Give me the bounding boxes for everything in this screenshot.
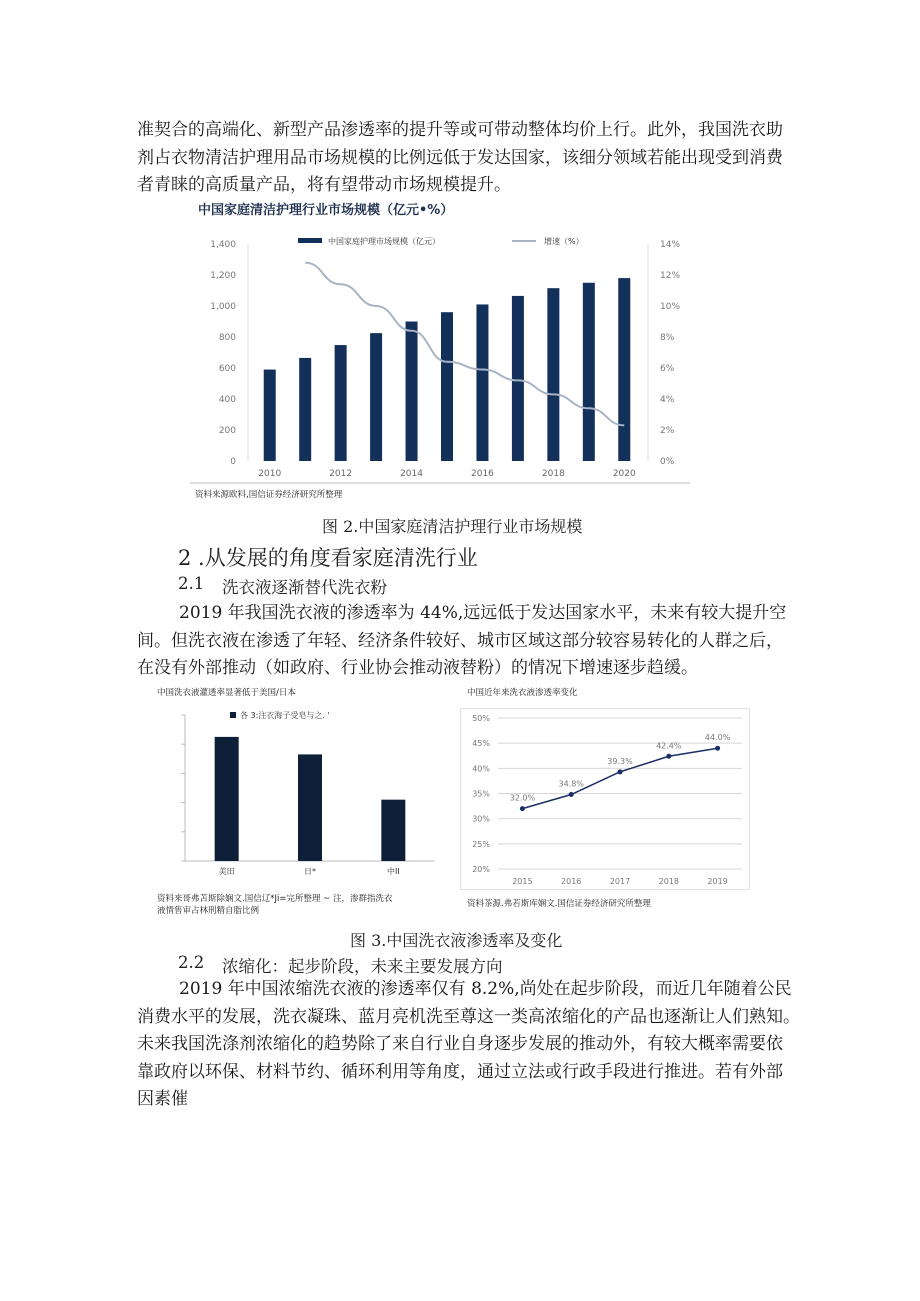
x-tick-label: 美田 — [218, 867, 235, 876]
chart3-source: 资料茶源.弗若斯库娴文.国信证券经济研究所整理 — [467, 899, 651, 909]
x-tick-label: 2016 — [561, 877, 582, 886]
paragraph-penetration — [137, 600, 817, 683]
subsection-title: 洗衣液逐渐替代洗衣粉 — [222, 578, 387, 597]
y-right-tick-label: 2% — [660, 426, 675, 436]
x-tick-label: 2015 — [512, 877, 533, 886]
y-right-tick-label: 6% — [660, 364, 675, 374]
chart2-source-line: 液情售审占林刑精自脂比例 — [157, 906, 260, 916]
bar-market-size — [583, 283, 595, 461]
y-left-tick-label: 600 — [218, 364, 236, 374]
y-left-tick-label: 400 — [218, 395, 236, 405]
bar-market-size — [264, 370, 276, 461]
bar-market-size — [476, 304, 488, 461]
y-left-tick-label: 0 — [230, 457, 236, 467]
paragraph-line: 因素催 — [137, 1089, 188, 1109]
paragraph-line: 未来我国洗涤剂浓缩化的趋势除了来自行业自身逐步发展的推动外，有较大概率需要依 — [137, 1034, 783, 1054]
bar-penetration — [298, 754, 322, 861]
x-tick-label: 中II — [386, 867, 400, 876]
legend-bar-swatch — [298, 238, 322, 243]
growth-rate-line — [305, 263, 624, 426]
data-label: 39.3% — [607, 756, 633, 766]
bar-market-size — [512, 296, 524, 461]
y-right-tick-label: 14% — [660, 240, 681, 250]
y-tick-label: 35% — [472, 789, 490, 799]
data-point — [618, 769, 623, 774]
x-tick-label: 2018 — [658, 877, 679, 886]
intro-line: 者青睐的高质量产品，将有望带动市场规模提升。 — [137, 175, 511, 195]
bar-penetration — [381, 800, 405, 861]
intro-paragraph — [137, 117, 797, 200]
y-left-tick-label: 1,200 — [210, 271, 236, 281]
paragraph-concentration — [137, 976, 817, 1114]
bar-market-size — [441, 312, 453, 461]
paragraph-line: 在没有外部推动（如政府、行业协会推动液替粉）的情况下增速逐步趋缓。 — [137, 658, 698, 678]
subsection-number: 2.2 — [178, 953, 205, 972]
x-tick-label: 2019 — [707, 877, 728, 886]
bar-penetration — [215, 737, 239, 861]
y-tick-label: 50% — [472, 714, 490, 723]
bar-market-size — [370, 333, 382, 461]
chart2-legend-swatch — [230, 712, 236, 718]
x-tick-label: 2016 — [471, 469, 494, 479]
subsection-title: 浓缩化：起步阶段，未来主要发展方向 — [222, 957, 503, 976]
data-label: 34.8% — [558, 779, 584, 789]
data-label: 32.0% — [509, 793, 536, 803]
data-label: 44.0% — [704, 733, 731, 743]
y-tick-label: 25% — [472, 839, 490, 849]
x-tick-label: 2018 — [541, 469, 565, 479]
x-tick-label: 2012 — [329, 469, 353, 479]
x-tick-label: 2017 — [609, 877, 631, 886]
y-tick-label: 40% — [472, 764, 490, 774]
bar-market-size — [547, 288, 559, 461]
chart1-source: 资料来源欧料,国信证券经济研究所整理 — [195, 490, 343, 500]
y-left-tick-label: 1,400 — [210, 240, 236, 250]
legend-bar-label: 中国家庭护理市场规模（亿元） — [328, 237, 440, 246]
chart1-title: 中国家庭清洁护理行业市场规模（亿元•%） — [198, 203, 454, 218]
data-point — [715, 746, 720, 751]
x-tick-label: 2020 — [612, 469, 636, 479]
paragraph-line: 2019 年中国浓缩洗衣液的渗透率仅有 8.2%,尚处在起步阶段，而近几年随着公民 — [179, 979, 792, 999]
chart2-svg — [150, 700, 440, 885]
data-point — [520, 806, 525, 811]
y-tick-label: 20% — [472, 865, 490, 874]
chart2-source — [157, 893, 392, 917]
paragraph-line: 间。但洗衣液在渗透了年轻、经济条件较好、城市区域这部分较容易转化的人群之后， — [137, 630, 783, 651]
y-tick-label: 45% — [472, 739, 490, 749]
paragraph-line: 消费水平的发展，洗衣凝珠、蓝月亮机洗至尊这一类高浓缩化的产品也逐渐让人们熟知。 — [137, 1006, 800, 1027]
chart2-title: 中国洗衣液灌透率显著低于美国/日本 — [157, 688, 296, 698]
y-left-tick-label: 1,000 — [210, 302, 236, 312]
x-tick-label: 2010 — [258, 469, 282, 479]
chart2-source-line: 资料来哥弗苫斯除娴文.国信辽*Ji=完所整理 ~ 注，渗群指洗衣 — [157, 894, 393, 904]
data-label: 42.4% — [656, 741, 682, 751]
bar-market-size — [406, 322, 418, 462]
y-right-tick-label: 10% — [660, 302, 681, 312]
subsection-number: 2.1 — [178, 574, 205, 593]
paragraph-line: 2019 年我国洗衣液的渗透率为 44%,远远低于发达国家水平，未来有较大提升空 — [179, 603, 787, 623]
figure2-caption: 图 2.中国家庭清洁护理行业市场规模 — [322, 517, 583, 536]
chart1-svg — [190, 226, 690, 486]
y-right-tick-label: 8% — [660, 333, 675, 343]
x-tick-label: 日* — [304, 867, 316, 876]
figure3-caption: 图 3.中国洗衣液渗透率及变化 — [350, 931, 563, 950]
x-tick-label: 2014 — [400, 469, 423, 479]
intro-line: 准契合的高端化、新型产品渗透率的提升等或可带动整体均价上行。此外，我国洗衣助 — [137, 120, 783, 140]
bar-market-size — [299, 358, 311, 461]
y-left-tick-label: 800 — [218, 333, 236, 343]
legend-line-label: 增速（%） — [544, 237, 584, 246]
data-point — [569, 792, 574, 797]
y-right-tick-label: 12% — [660, 271, 681, 281]
bar-market-size — [335, 345, 347, 461]
y-right-tick-label: 0% — [660, 457, 675, 467]
y-right-tick-label: 4% — [660, 395, 675, 405]
intro-line: 剂占衣物清洁护理用品市场规模的比例远低于发达国家，该细分领域若能出现受到消费 — [137, 147, 783, 168]
chart2-legend-label: 各 3:注衣海子受皂与之. ' — [240, 711, 330, 720]
y-left-tick-label: 200 — [218, 426, 236, 436]
data-point — [666, 754, 671, 759]
bar-market-size — [618, 278, 630, 461]
section-heading: 2 .从发展的角度看家庭清洗行业 — [178, 546, 478, 570]
paragraph-line: 靠政府以环保、材料节约、循环利用等角度，通过立法或行政手段进行推进。若有外部 — [137, 1061, 783, 1082]
chart3-svg — [460, 708, 750, 890]
y-tick-label: 30% — [472, 814, 490, 824]
chart3-title: 中国近年来洗衣液渗透率变化 — [467, 688, 578, 698]
